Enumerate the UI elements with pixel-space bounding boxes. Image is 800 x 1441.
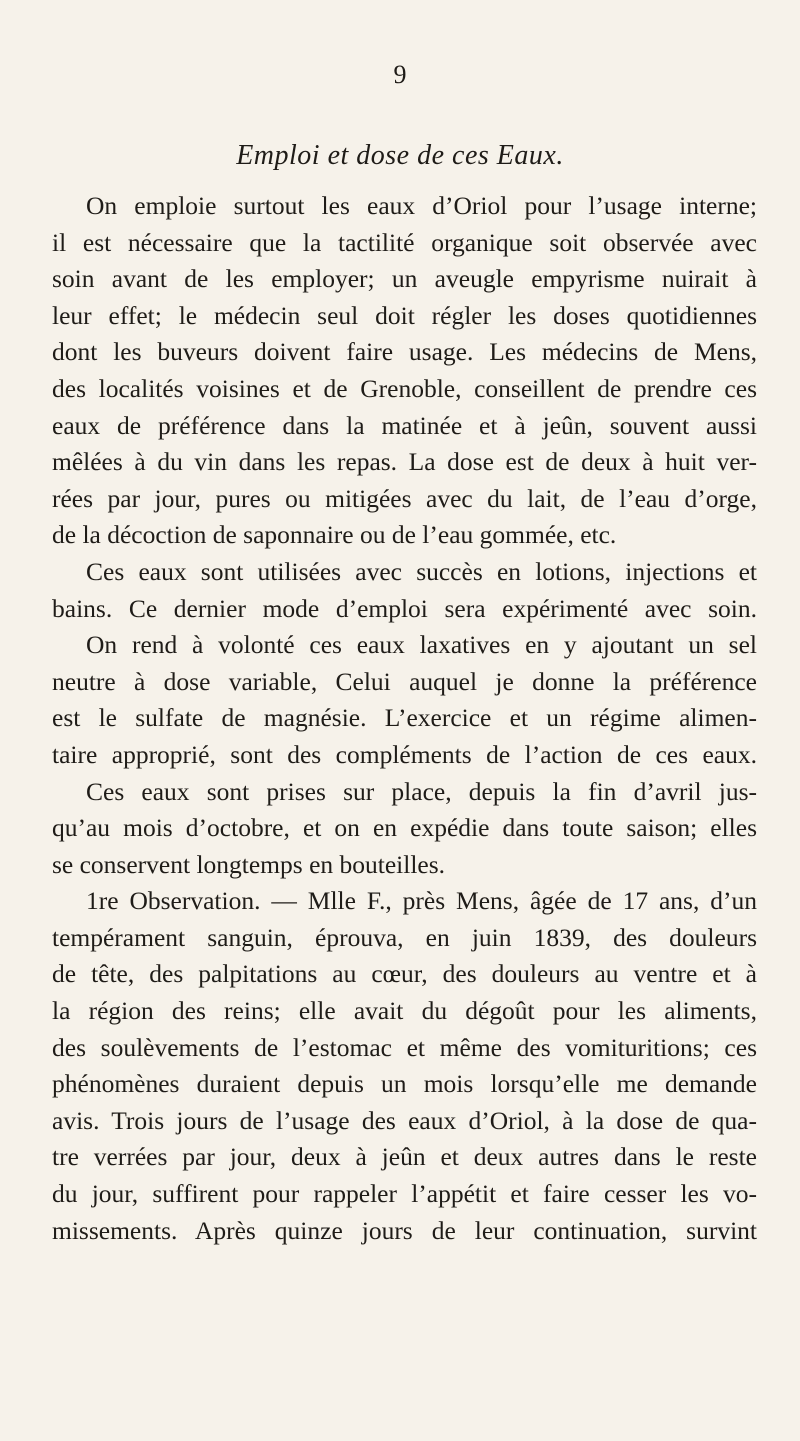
- text-line: des soulèvements de l’estomac et même des vomituritions; ces: [52, 1032, 757, 1062]
- text-line: phénomènes duraient depuis un mois lorsqu’elle me demande: [52, 1069, 757, 1099]
- text-line: Ces eaux sont utilisées avec succès en lotions, injections et: [86, 556, 757, 586]
- text-line: soin avant de les employer; un aveugle empyrisme nuirait à: [52, 264, 757, 294]
- text-line: tre verrées par jour, deux à jeûn et deux autres dans le reste: [52, 1142, 757, 1172]
- text-line: des localités voisines et de Grenoble, conseillent de prendre ces: [52, 373, 757, 403]
- text-line: se conservent longtemps en bouteilles.: [52, 849, 446, 879]
- text-line: missements. Après quinze jours de leur continuation, survint: [52, 1215, 757, 1245]
- text-line: Ces eaux sont prises sur place, depuis la fin d’avril jus-: [86, 776, 757, 806]
- text-line: rées par jour, pures ou mitigées avec du lait, de l’eau d’orge,: [52, 483, 757, 513]
- text-line: il est nécessaire que la tactilité organique soit observée avec: [52, 227, 757, 257]
- text-line: eaux de préférence dans la matinée et à jeûn, souvent aussi: [52, 410, 757, 440]
- text-line: de la décoction de saponnaire ou de l’eau gommée, etc.: [52, 520, 617, 550]
- text-line: mêlées à du vin dans les repas. La dose est de deux à huit ver-: [52, 447, 757, 477]
- text-line: tempérament sanguin, éprouva, en juin 1839, des douleurs: [52, 922, 757, 952]
- text-line: dont les buveurs doivent faire usage. Les médecins de Mens,: [52, 337, 757, 367]
- text-line: On emploie surtout les eaux d’Oriol pour l’usage interne;: [86, 191, 757, 220]
- text-line: est le sulfate de magnésie. L’exercice et un régime alimen-: [52, 703, 757, 733]
- text-line: du jour, suffirent pour rappeler l’appétit et faire cesser les vo-: [52, 1179, 757, 1209]
- text-line: 1re Observation. — Mlle F., près Mens, âgée de 17 ans, d’un: [86, 886, 757, 916]
- text-line: qu’au mois d’octobre, et on en expédie dans toute saison; elles: [52, 813, 757, 843]
- text-line: avis. Trois jours de l’usage des eaux d’Oriol, à la dose de qua-: [52, 1105, 757, 1135]
- text-line: leur effet; le médecin seul doit régler les doses quotidiennes: [52, 300, 757, 330]
- text-line: taire approprié, sont des compléments de l’action de ces eaux.: [52, 739, 757, 769]
- text-line: la région des reins; elle avait du dégoût pour les aliments,: [52, 996, 757, 1026]
- section-title: Emploi et dose de ces Eaux.: [236, 140, 564, 171]
- page-number: 9: [393, 60, 407, 89]
- text-line: neutre à dose variable, Celui auquel je donne la préférence: [52, 666, 757, 696]
- text-line: On rend à volonté ces eaux laxatives en y ajoutant un sel: [86, 630, 757, 660]
- text-line: de tête, des palpitations au cœur, des douleurs au ventre et à: [52, 959, 757, 989]
- text-line: bains. Ce dernier mode d’emploi sera expérimenté avec soin.: [52, 593, 757, 623]
- body-text: [52, 188, 757, 1249]
